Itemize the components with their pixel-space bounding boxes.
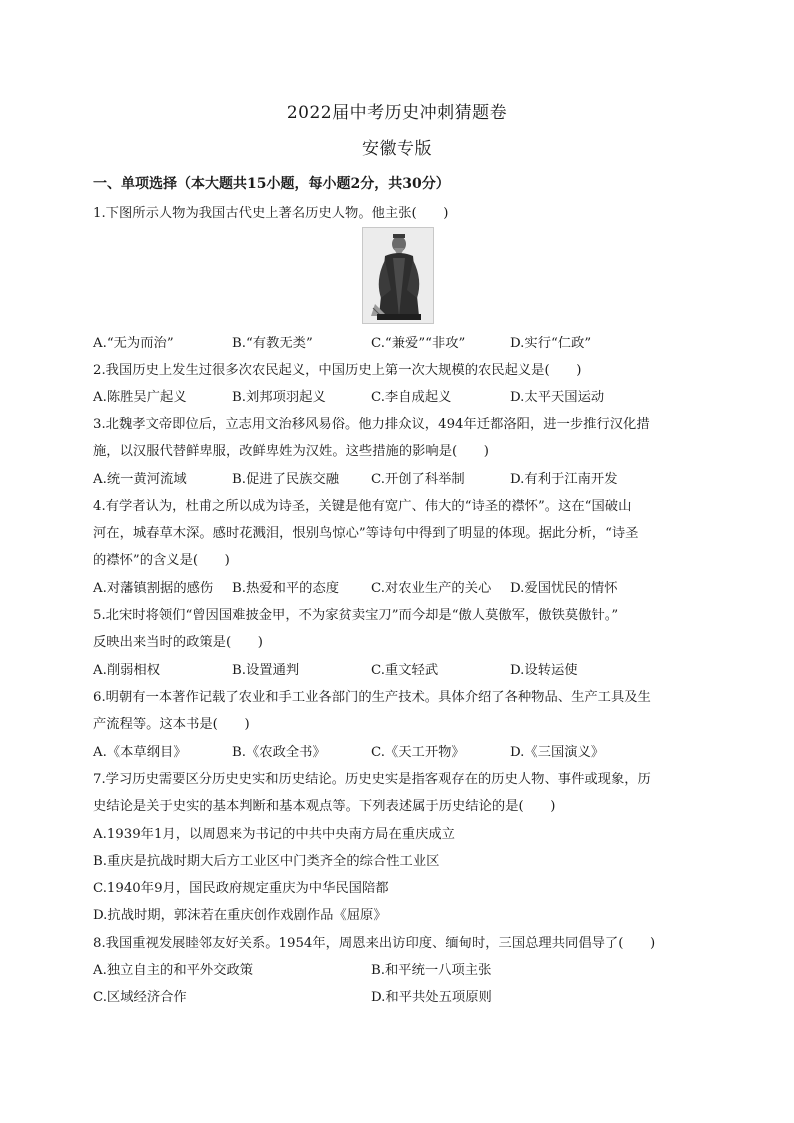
- question-6-option-b: B.《农政全书》: [232, 745, 326, 760]
- question-8-option-a: A.独立自主的和平外交政策: [93, 963, 254, 978]
- question-8-option-c: C.区域经济合作: [93, 990, 187, 1005]
- exam-subtitle: 安徽专版: [362, 139, 432, 159]
- question-8-text: 8.我国重视发展睦邻友好关系。1954年，周恩来出访印度、缅甸时，三国总理共同倡导了( ): [93, 936, 656, 951]
- question-4-option-b: B.热爱和平的态度: [232, 581, 340, 596]
- question-1-option-d: D.实行“仁政”: [510, 336, 592, 351]
- question-5-text-line-1: 5.北宋时将领们“曾因国难披金甲，不为家贫卖宝刀”而今却是“傲人莫傲军，傲铁莫傲针。”: [93, 608, 619, 623]
- question-3-option-d: D.有利于江南开发: [510, 472, 618, 487]
- section-heading: 一、单项选择（本大题共15小题，每小题2分，共30分）: [93, 176, 450, 192]
- question-1-option-a: A.“无为而治”: [93, 336, 174, 351]
- question-6-option-d: D.《三国演义》: [510, 745, 605, 760]
- question-4-option-d: D.爱国忧民的情怀: [510, 581, 618, 596]
- question-5-option-d: D.设转运使: [510, 663, 578, 678]
- question-7-text-line-2: 史结论是关于史实的基本判断和基本观点等。下列表述属于历史结论的是( ): [93, 799, 556, 814]
- question-2-option-d: D.太平天国运动: [510, 390, 605, 405]
- question-3-text-line-1: 3.北魏孝文帝即位后，立志用文治移风易俗。他力排众议，494年迁都洛阳，进一步推行汉化措: [93, 417, 650, 432]
- question-3-option-b: B.促进了民族交融: [232, 472, 340, 487]
- question-2-option-c: C.李自成起义: [371, 390, 452, 405]
- question-6-option-a: A.《本草纲目》: [93, 745, 187, 760]
- question-3-option-c: C.开创了科举制: [371, 472, 465, 487]
- question-4-option-a: A.对藩镇割据的感伤: [93, 581, 214, 596]
- exam-title: 2022届中考历史冲刺猜题卷: [286, 103, 508, 123]
- question-3-option-a: A.统一黄河流域: [93, 472, 187, 487]
- question-5-option-c: C.重文轻武: [371, 663, 439, 678]
- question-6-option-c: C.《天工开物》: [371, 745, 465, 760]
- question-2-option-a: A.陈胜吴广起义: [93, 390, 187, 405]
- question-2-option-b: B.刘邦项羽起义: [232, 390, 326, 405]
- question-4-text-line-2: 河在，城春草木深。感时花溅泪，恨别鸟惊心”等诗句中得到了明显的体现。据此分析，“诗圣: [93, 526, 639, 541]
- question-6-text-line-2: 产流程等。这本书是( ): [93, 717, 250, 732]
- question-8-option-b: B.和平统一八项主张: [371, 963, 492, 978]
- question-1-option-b: B.“有教无类”: [232, 336, 313, 351]
- question-7-text-line-1: 7.学习历史需要区分历史史实和历史结论。历史史实是指客观存在的历史人物、事件或现象，历: [93, 772, 651, 787]
- question-1-option-c: C.“兼爱”“非攻”: [371, 336, 466, 351]
- question-4-text-line-1: 4.有学者认为，杜甫之所以成为诗圣，关键是他有宽广、伟大的“诗圣的襟怀”。这在“国破山: [93, 499, 632, 514]
- question-7-option-a: A.1939年1月，以周恩来为书记的中共中央南方局在重庆成立: [93, 827, 455, 842]
- question-7-option-d: D.抗战时期，郭沫若在重庆创作戏剧作品《屈原》: [93, 908, 387, 923]
- question-3-text-line-2: 施，以汉服代替鲜卑服，改鲜卑姓为汉姓。这些措施的影响是( ): [93, 444, 489, 459]
- question-4-text-line-3: 的襟怀”的含义是( ): [93, 553, 230, 568]
- question-1-text: 1.下图所示人物为我国古代史上著名历史人物。他主张( ): [93, 206, 449, 221]
- question-7-option-b: B.重庆是抗战时期大后方工业区中门类齐全的综合性工业区: [93, 854, 440, 869]
- question-7-option-c: C.1940年9月，国民政府规定重庆为中华民国陪都: [93, 881, 389, 896]
- question-5-option-a: A.削弱相权: [93, 663, 161, 678]
- confucius-portrait-image: [362, 227, 434, 324]
- question-4-option-c: C.对农业生产的关心: [371, 581, 492, 596]
- question-5-text-line-2: 反映出来当时的政策是( ): [93, 635, 263, 650]
- question-6-text-line-1: 6.明朝有一本著作记载了农业和手工业各部门的生产技术。具体介绍了各种物品、生产工具及生: [93, 690, 651, 705]
- question-2-text: 2.我国历史上发生过很多次农民起义，中国历史上第一次大规模的农民起义是( ): [93, 363, 582, 378]
- question-8-option-d: D.和平共处五项原则: [371, 990, 492, 1005]
- question-5-option-b: B.设置通判: [232, 663, 300, 678]
